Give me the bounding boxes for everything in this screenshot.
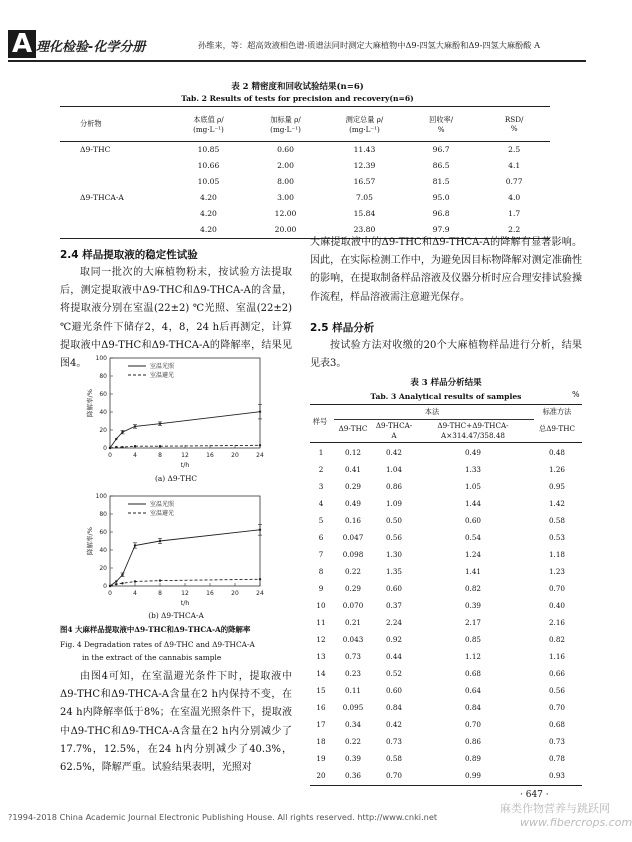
table-cell: 0.70: [548, 703, 565, 712]
table-cell: 0.73: [385, 737, 402, 746]
table-cell: 15.84: [353, 208, 376, 218]
data-point: [121, 446, 123, 448]
figure-4a-chart: [60, 350, 292, 475]
table-cell: 3: [318, 482, 324, 491]
table-cell: 0.11: [344, 686, 361, 695]
table3-caption-cn: 表 3 样品分析结果: [410, 378, 482, 388]
table-cell: 20: [316, 771, 326, 780]
table-cell: 2.00: [277, 160, 294, 170]
y-axis-label: 降解率/%: [86, 389, 94, 417]
table-cell: 0.93: [548, 771, 565, 780]
table2-col-header: 加标量 ρ/ (mg·L⁻¹): [270, 114, 301, 134]
table-cell: 0.68: [548, 720, 565, 729]
table-cell: [60, 205, 171, 221]
y-tick-label: 80: [99, 373, 107, 380]
table-cell: 1.41: [464, 567, 481, 576]
table-row: [310, 495, 582, 512]
journal-name: 理化检验-化学分册: [36, 40, 146, 55]
table-row: [310, 444, 582, 461]
table-cell: 1: [318, 448, 324, 457]
data-point: [134, 445, 136, 447]
table-cell: 0.86: [385, 482, 402, 491]
table-row: [310, 767, 582, 784]
legend-label: 室温避光: [150, 372, 175, 379]
data-point: [115, 580, 117, 582]
table3-unit: %: [572, 390, 580, 399]
table-cell: 2: [318, 465, 324, 474]
figure-4-caption-cn: 图4 大麻样品提取液中Δ9-THC和Δ9-THCA-A的降解率: [60, 625, 251, 634]
table3-group-rule: [334, 419, 534, 420]
table-cell: 20.00: [274, 224, 297, 234]
table-cell: 4.20: [199, 192, 217, 202]
legend-label: 室温光照: [150, 363, 175, 370]
header-rule: [8, 60, 586, 62]
table2: [60, 107, 550, 237]
table-cell: 11.43: [353, 144, 376, 154]
table3-group-method: 本法: [424, 407, 440, 416]
table2-header-row: [60, 107, 550, 141]
table-cell: 95.0: [432, 192, 450, 202]
data-point: [115, 583, 117, 585]
table-cell: 4.20: [199, 208, 217, 218]
x-tick-label: 12: [181, 590, 189, 597]
table-cell: 0.78: [548, 754, 565, 763]
table3-col-thc: Δ9-THC: [338, 424, 368, 433]
table-cell: 11: [316, 618, 326, 627]
table-row: [310, 733, 582, 750]
table-cell: 3.00: [277, 192, 294, 202]
table-row: [310, 614, 582, 631]
data-point: [121, 582, 123, 584]
page-number: · 647 ·: [520, 790, 549, 800]
table-cell: 1.33: [464, 465, 481, 474]
table-cell: [60, 221, 171, 237]
data-point: [134, 425, 136, 427]
table-cell: 0.29: [344, 584, 361, 593]
y-tick-label: 60: [99, 529, 107, 536]
table-cell: 96.7: [432, 144, 450, 154]
table-cell: 0.70: [548, 584, 565, 593]
table-cell: 86.5: [432, 160, 450, 170]
data-point: [259, 411, 261, 413]
table-cell: 1.16: [548, 652, 565, 661]
table-cell: 0.60: [277, 144, 294, 154]
table-cell: 1.04: [385, 465, 402, 474]
table-cell: 4: [318, 499, 324, 508]
table2-mid-rule: [60, 141, 550, 142]
table-cell: 0.22: [344, 737, 361, 746]
journal-logo: A: [8, 30, 36, 58]
table-cell: 0.37: [385, 601, 402, 610]
table-row: [310, 580, 582, 597]
table-cell: 0.58: [548, 516, 565, 525]
table-cell: 0.29: [344, 482, 361, 491]
table-cell: 0.95: [548, 482, 565, 491]
table-cell: 7.05: [356, 192, 373, 202]
x-tick-label: 20: [231, 590, 239, 597]
table-row: [310, 512, 582, 529]
table2-col-header: 分析物: [80, 119, 102, 128]
right-column-paragraph: 大麻提取液中的Δ9-THC和Δ9-THCA-A的降解有显著影响。因此，在实际检测工作中，为避免因目标物降解对测定准确性的影响，在提取制备样品溶液及仪器分析时应合理安排试验操作流程，样品溶液需注意避光保存。: [310, 237, 582, 303]
table-cell: 9: [318, 584, 324, 593]
table-cell: 18: [316, 737, 326, 746]
table-cell: 0.77: [505, 176, 523, 186]
table2-col-header: 测定总量 ρ/ (mg·L⁻¹): [345, 114, 384, 134]
table-cell: 0.68: [464, 669, 481, 678]
table3-col-total: 总Δ9-THC: [539, 424, 575, 433]
table-cell: 16.57: [353, 176, 376, 186]
table-cell: 2.5: [508, 144, 521, 154]
table-cell: 1.35: [385, 567, 402, 576]
table-cell: 4.0: [508, 192, 521, 202]
table-row: [310, 546, 582, 563]
table-cell: 13: [316, 652, 326, 661]
table-cell: 0.42: [385, 448, 402, 457]
figure-4b-chart: [60, 488, 292, 613]
table-cell: 10.85: [197, 144, 220, 154]
y-tick-label: 0: [103, 583, 107, 590]
table-cell: 0.49: [464, 448, 481, 457]
x-tick-label: 16: [206, 452, 214, 459]
table-cell: 0.60: [464, 516, 481, 525]
table-cell: 1.42: [548, 499, 565, 508]
table3-col-no: 样号: [312, 417, 328, 426]
table-cell: 0.095: [342, 703, 364, 712]
table-cell: 0.36: [344, 771, 361, 780]
table-cell: 0.82: [464, 584, 481, 593]
table-cell: 0.21: [344, 618, 361, 627]
y-tick-label: 60: [99, 391, 107, 398]
x-tick-label: 0: [108, 590, 112, 597]
table3-mid-rule: [310, 442, 582, 443]
x-tick-label: 20: [231, 452, 239, 459]
x-tick-label: 8: [158, 452, 162, 459]
table-cell: 1.24: [464, 550, 481, 559]
table-cell: 0.52: [385, 669, 402, 678]
table-row: [310, 597, 582, 614]
x-tick-label: 8: [158, 590, 162, 597]
table-cell: [60, 173, 171, 189]
table-cell: 2.2: [508, 224, 521, 234]
table2-col-header: 本底值 ρ/ (mg·L⁻¹): [193, 114, 224, 134]
table-cell: 1.23: [548, 567, 565, 576]
table-row: [310, 478, 582, 495]
table3-col-sum: Δ9-THC+Δ9-THCA-A×314.47/358.48: [437, 421, 509, 440]
y-tick-label: 100: [95, 493, 107, 500]
table-row: [310, 699, 582, 716]
x-tick-label: 4: [133, 590, 137, 597]
data-point: [121, 431, 123, 433]
table-cell: 10.66: [197, 160, 220, 170]
table-cell: 8.00: [277, 176, 294, 186]
table-cell: 0.73: [344, 652, 361, 661]
table-cell: 12.39: [353, 160, 376, 170]
table-cell: 0.54: [464, 533, 481, 542]
table-row: [60, 189, 550, 205]
series-line: [110, 412, 260, 448]
table-cell: 0.16: [344, 516, 361, 525]
table-cell: 2.16: [548, 618, 565, 627]
data-point: [159, 423, 161, 425]
table-cell: Δ9-THC: [80, 144, 111, 154]
figure-4-caption-en-2: in the extract of the cannabis sample: [82, 653, 222, 662]
section-2-4-paragraph: 取同一批次的大麻植物粉末，按试验方法提取后，测定提取液中Δ9-THC和Δ9-THCA-A的含量，将提取液分别在室温(22±2) ℃光照、室温(22±2) ℃避光条件下储存2，4，8，24 h后再测定，计算提取液中Δ9-THC和Δ9-THCA-A的降解率，结果见图4。: [60, 267, 292, 370]
y-tick-label: 40: [99, 547, 107, 554]
table-cell: 10: [316, 601, 326, 610]
table-cell: 0.56: [548, 686, 565, 695]
data-point: [259, 578, 261, 580]
table-cell: 0.70: [464, 720, 481, 729]
y-tick-label: 20: [99, 565, 107, 572]
table-row: [60, 205, 550, 221]
table-cell: 7: [318, 550, 324, 559]
table-cell: 1.18: [548, 550, 565, 559]
section-2-5-paragraph: 按试验方法对收缴的20个大麻植物样品进行分析，结果见表3。: [310, 340, 582, 370]
table-row: [60, 141, 550, 157]
section-2-4-heading: 2.4 样品提取液的稳定性试验: [60, 249, 198, 261]
table2-caption-en: Tab. 2 Results of tests for precision and recovery(n=6): [181, 94, 414, 103]
table-cell: 0.56: [385, 533, 402, 542]
table-cell: 2.24: [385, 618, 402, 627]
table-row: [60, 173, 550, 189]
table-cell: 10.05: [197, 176, 220, 186]
data-point: [109, 447, 111, 449]
table-cell: 0.92: [385, 635, 402, 644]
table-cell: 0.49: [344, 499, 361, 508]
table-cell: 0.44: [385, 652, 402, 661]
table-row: [310, 716, 582, 733]
data-point: [134, 580, 136, 582]
table3-group-standard: 标准方法: [542, 407, 572, 416]
table-cell: 0.73: [548, 737, 565, 746]
data-point: [121, 574, 123, 576]
table2-caption-cn: 表 2 精密度和回收试验结果(n=6): [231, 82, 364, 92]
data-point: [159, 579, 161, 581]
table-cell: 0.53: [548, 533, 565, 542]
x-axis-label: t/h: [180, 461, 190, 469]
table-cell: [60, 157, 171, 173]
table3-caption-en: Tab. 3 Analytical results of samples: [370, 392, 522, 401]
table-row: [310, 461, 582, 478]
table-cell: 23.80: [353, 224, 376, 234]
table-row: [60, 157, 550, 173]
x-tick-label: 24: [256, 452, 264, 459]
table-cell: 17: [316, 720, 326, 729]
table-cell: 97.9: [432, 224, 450, 234]
table-cell: 0.60: [385, 686, 402, 695]
table-cell: 0.60: [385, 584, 402, 593]
data-point: [109, 585, 111, 587]
figure-4b-label: (b) Δ9-THCA-A: [148, 611, 204, 620]
data-point: [159, 445, 161, 447]
table-row: [310, 750, 582, 767]
table-cell: 0.41: [344, 465, 361, 474]
x-tick-label: 4: [133, 452, 137, 459]
table-row: [310, 529, 582, 546]
table-row: [310, 631, 582, 648]
table-cell: 0.66: [548, 669, 565, 678]
table-row: [310, 563, 582, 580]
table-cell: 0.84: [385, 703, 402, 712]
table-cell: 1.26: [548, 465, 565, 474]
data-point: [159, 540, 161, 542]
plot-frame: [110, 358, 260, 448]
table2-col-header: RSD/ %: [504, 115, 524, 133]
table-cell: 0.82: [548, 635, 565, 644]
table-cell: 0.86: [464, 737, 481, 746]
table-cell: 4.20: [199, 224, 217, 234]
table-cell: 6: [318, 533, 324, 542]
table-cell: Δ9-THCA-A: [80, 192, 124, 202]
table-cell: 0.48: [548, 448, 565, 457]
table-row: [310, 648, 582, 665]
y-tick-label: 20: [99, 427, 107, 434]
y-tick-label: 0: [103, 445, 107, 452]
table-cell: 1.30: [385, 550, 402, 559]
table-cell: 0.22: [344, 567, 361, 576]
table-cell: 0.39: [344, 754, 361, 763]
figure-4-discussion-paragraph: 由图4可知，在室温避光条件下时，提取液中Δ9-THC和Δ9-THCA-A含量在2 h内保持不变，在24 h内降解率低于8%；在室温光照条件下，提取液中Δ9-THC和Δ9-THCA-A含量在2 h内分别减少了17.7%，12.5%，在24 h内分别减少了40.3%，62.5%，降解严重。试验结果表明，光照对: [60, 671, 292, 774]
data-point: [115, 446, 117, 448]
table-cell: 0.58: [385, 754, 402, 763]
table-cell: 12.00: [274, 208, 297, 218]
table3-bottom-rule: [310, 785, 582, 786]
plot-frame: [110, 496, 260, 586]
table-cell: 0.64: [464, 686, 481, 695]
table-cell: 0.40: [548, 601, 565, 610]
table-cell: 0.39: [464, 601, 481, 610]
legend-label: 室温光照: [150, 501, 175, 508]
table-cell: 12: [316, 635, 326, 644]
table-cell: 0.070: [342, 601, 364, 610]
table-cell: 16: [316, 703, 326, 712]
watermark-text: 麻类作物营养与跳跃网: [500, 802, 610, 815]
table3-col-thca: Δ9-THCA-A: [375, 421, 413, 440]
x-axis-label: t/h: [180, 599, 190, 607]
table-cell: 0.047: [342, 533, 364, 542]
table-cell: 14: [316, 669, 326, 678]
table-cell: 0.89: [464, 754, 481, 763]
table-cell: 15: [316, 686, 326, 695]
table-cell: 2.17: [464, 618, 481, 627]
table-cell: 0.42: [385, 720, 402, 729]
table-cell: 0.50: [385, 516, 402, 525]
data-point: [115, 438, 117, 440]
table2-col-header: 回收率/ %: [429, 114, 454, 134]
legend-label: 室温避光: [150, 510, 175, 517]
table-cell: 1.09: [385, 499, 402, 508]
table-cell: 0.70: [385, 771, 402, 780]
table-cell: 0.23: [344, 669, 361, 678]
y-axis-label: 降解率/%: [86, 527, 94, 555]
table-cell: 1.05: [464, 482, 481, 491]
table-cell: 19: [316, 754, 326, 763]
figure-4a-label: (a) Δ9-THC: [154, 474, 198, 483]
table-cell: 0.098: [342, 550, 364, 559]
data-point: [259, 444, 261, 446]
x-tick-label: 0: [108, 452, 112, 459]
figure-4-caption-en-1: Fig. 4 Degradation rates of Δ9-THC and Δ9-THCA-A: [60, 640, 255, 649]
table-cell: 0.043: [342, 635, 364, 644]
table-row: [310, 682, 582, 699]
table-cell: 5: [318, 516, 324, 525]
x-tick-label: 12: [181, 452, 189, 459]
copyright-footer: ?1994-2018 China Academic Journal Electronic Publishing House. All rights reserved. http://www.cnki.net: [8, 812, 438, 822]
table-cell: 8: [318, 567, 324, 576]
table-cell: 0.99: [464, 771, 481, 780]
table-row: [310, 665, 582, 682]
table-cell: 1.7: [508, 208, 521, 218]
y-tick-label: 40: [99, 409, 107, 416]
table-cell: 0.84: [464, 703, 481, 712]
watermark-url: www.fibercrops.com: [520, 816, 632, 829]
running-title: 孙维来，等：超高效液相色谱-质谱法同时测定大麻植物中Δ9-四氢大麻酚和Δ9-四氢大麻酚酸 A: [198, 40, 540, 50]
table-cell: 96.8: [432, 208, 450, 218]
x-tick-label: 16: [206, 590, 214, 597]
table3: [310, 444, 582, 784]
table-cell: 4.1: [508, 160, 521, 170]
y-tick-label: 100: [95, 355, 107, 362]
data-point: [134, 544, 136, 546]
table-cell: 0.85: [464, 635, 481, 644]
table-cell: 1.12: [464, 652, 481, 661]
table-cell: 81.5: [432, 176, 450, 186]
x-tick-label: 24: [256, 590, 264, 597]
table3-header: [310, 404, 582, 442]
table-cell: 0.34: [344, 720, 361, 729]
table-cell: 1.44: [464, 499, 481, 508]
table-cell: 0.12: [344, 448, 361, 457]
data-point: [259, 529, 261, 531]
section-2-5-heading: 2.5 样品分析: [310, 322, 375, 334]
series-line: [110, 530, 260, 586]
y-tick-label: 80: [99, 511, 107, 518]
